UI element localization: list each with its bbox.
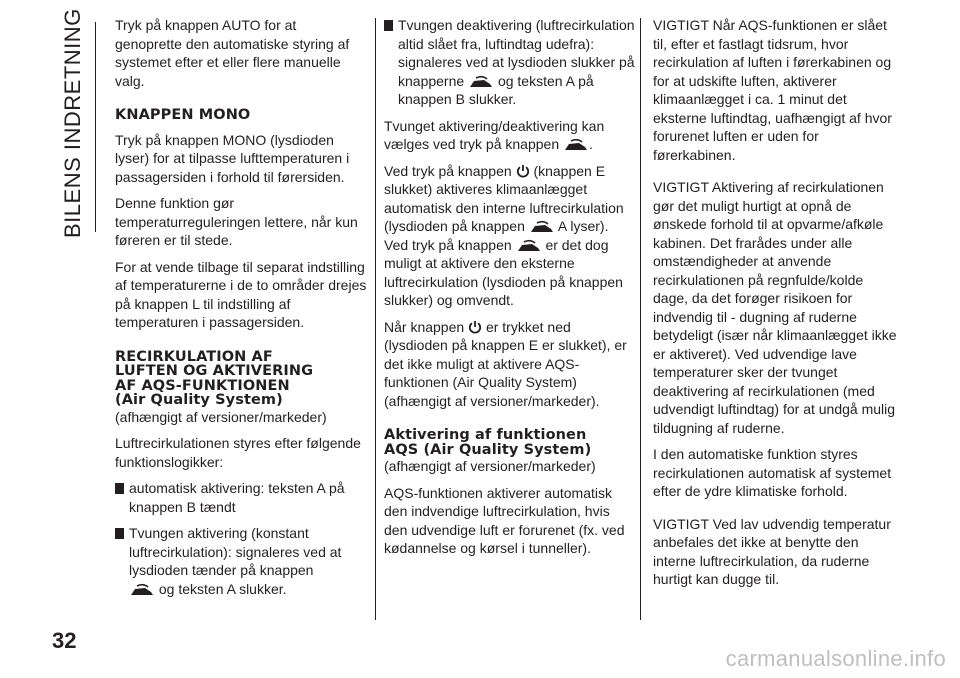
- press-button-paragraph: Ved tryk på knappen (knappen E slukket) aktiveres klimaanlægget automatisk den interne luftrecirkulation (lysdioden på knappen A lyser). Ved tryk på knappen er det dog muligt at aktivere den eksterne luftrecirkulation (lysdioden på knappen slukker) og omvendt.: [384, 162, 624, 308]
- aqs-paragraph: AQS-funktionen aktiverer automatisk den indvendige luftrecirkulation, hvis den udvendige luft er forurenet (fx. ved kødannelse og kørsel i tunneller).: [384, 484, 625, 556]
- recirculation-icon: [468, 75, 494, 89]
- section-side-title: BILENS INDRETNING: [60, 8, 85, 238]
- warning-recirculation: VIGTIGT Aktivering af recirkulationen gør det muligt hurtigt at opnå de ønskede forhold til at opvarme/afkøle kabinen. Det frarådes under alle omstændigheder at anvende recirkulationen på regnfulde/kolde dage, da det forøger risikoen for indvendig til - dugning af ruderne betydeligt (især når klimaanlægget ikke er aktiveret). Ved udvendige lave temperaturer sker der tvunget deaktivering af recirkulationen (med udvendigt luftindtag) for at undgå mulig tildugning af ruderne.: [653, 179, 897, 436]
- auto-function-paragraph: I den automatiske funktion styres recirkulationen automatisk af systemet efter de ydre klimatiske forhold.: [653, 446, 892, 499]
- bullet-forced-activation: Tvungen aktivering (konstant luftrecirkulation): signaleres ved at lysdioden tænder på knappen og teksten A slukker.: [115, 524, 367, 598]
- warning-low-temperature: VIGTIGT Ved lav udvendig temperatur anbefales det ikke at benytte den interne luftrecirkulation, da ruderne hurtigt kan dugge til.: [653, 515, 891, 587]
- power-icon: [468, 320, 482, 334]
- column-2: [384, 16, 636, 566]
- mono-paragraph-2: Denne funktion gør temperaturreguleringen lettere, når kun føreren er til stede.: [115, 195, 358, 248]
- bullet-auto-activation: automatisk aktivering: teksten A på knappen B tændt: [115, 479, 367, 516]
- mono-paragraph-3: For at vende tilbage til separat indstilling af temperaturerne i de to områder drejes på knappen L til indstilling af temperaturen i passagersiden.: [115, 258, 367, 330]
- column-1: [115, 16, 367, 606]
- aqs-subheading: (afhængigt af versioner/markeder): [384, 458, 596, 474]
- bullet-box-icon: [384, 20, 393, 31]
- recirculation-icon: [516, 239, 542, 253]
- column-divider-2: [640, 18, 641, 620]
- recirculation-subheading: (afhængigt af versioner/markeder): [115, 408, 327, 425]
- column-3: [653, 16, 901, 597]
- bullet-forced-deactivation: Tvungen deaktivering (luftrecirkulation altid slået fra, luftindtag udefra): signaleres ved at lysdioden slukker på knapperne og teksten A på knappen B slukker.: [384, 16, 636, 109]
- mono-heading: KNAPPEN MONO: [115, 107, 251, 123]
- aqs-heading: Aktivering af funktionen AQS (Air Quality System): [384, 427, 592, 458]
- recirculation-icon: [129, 583, 155, 597]
- recirculation-heading: RECIRKULATION AF LUFTEN OG AKTIVERING AF AQS-FUNKTIONEN (Air Quality System): [115, 348, 314, 408]
- column-divider-1: [375, 18, 376, 620]
- warning-aqs: VIGTIGT Når AQS-funktionen er slået til, efter et fastlagt tidsrum, hvor recirkulation af luften i førerkabinen og for at udskifte luften, aktiverer klimaanlægget i ca. 1 minut det eksterne luftindtag, uafhængigt af hvor forurenet luften er uden for førerkabinen.: [653, 17, 892, 163]
- power-icon: [516, 164, 530, 178]
- page-number: 32: [52, 628, 77, 653]
- forced-selection-paragraph: Tvunget aktivering/deaktivering kan vælges ved tryk på knappen .: [384, 117, 605, 152]
- recirculation-icon: [563, 138, 589, 152]
- bullet-box-icon: [115, 483, 124, 494]
- bullet-box-icon: [115, 528, 124, 539]
- auto-paragraph: Tryk på knappen AUTO for at genoprette den automatiske styring af systemet efter et eller flere manuelle valg.: [115, 17, 350, 89]
- logic-paragraph: Luftrecirkulationen styres efter følgende funktionslogikker:: [115, 435, 361, 470]
- recirculation-icon: [529, 220, 555, 234]
- mono-paragraph-1: Tryk på knappen MONO (lysdioden lyser) for at tilpasse lufttemperaturen i passagersiden i forhold til førersiden.: [115, 131, 350, 185]
- side-divider-line: [95, 22, 96, 232]
- when-pressed-paragraph: Når knappen er trykket ned (lysdioden på knappen E er slukket), er det ikke muligt at aktivere AQS-funktionen (Air Quality System) (afhængigt af versioner/markeder).: [384, 318, 627, 409]
- watermark: carmanualsonline.info: [725, 646, 946, 671]
